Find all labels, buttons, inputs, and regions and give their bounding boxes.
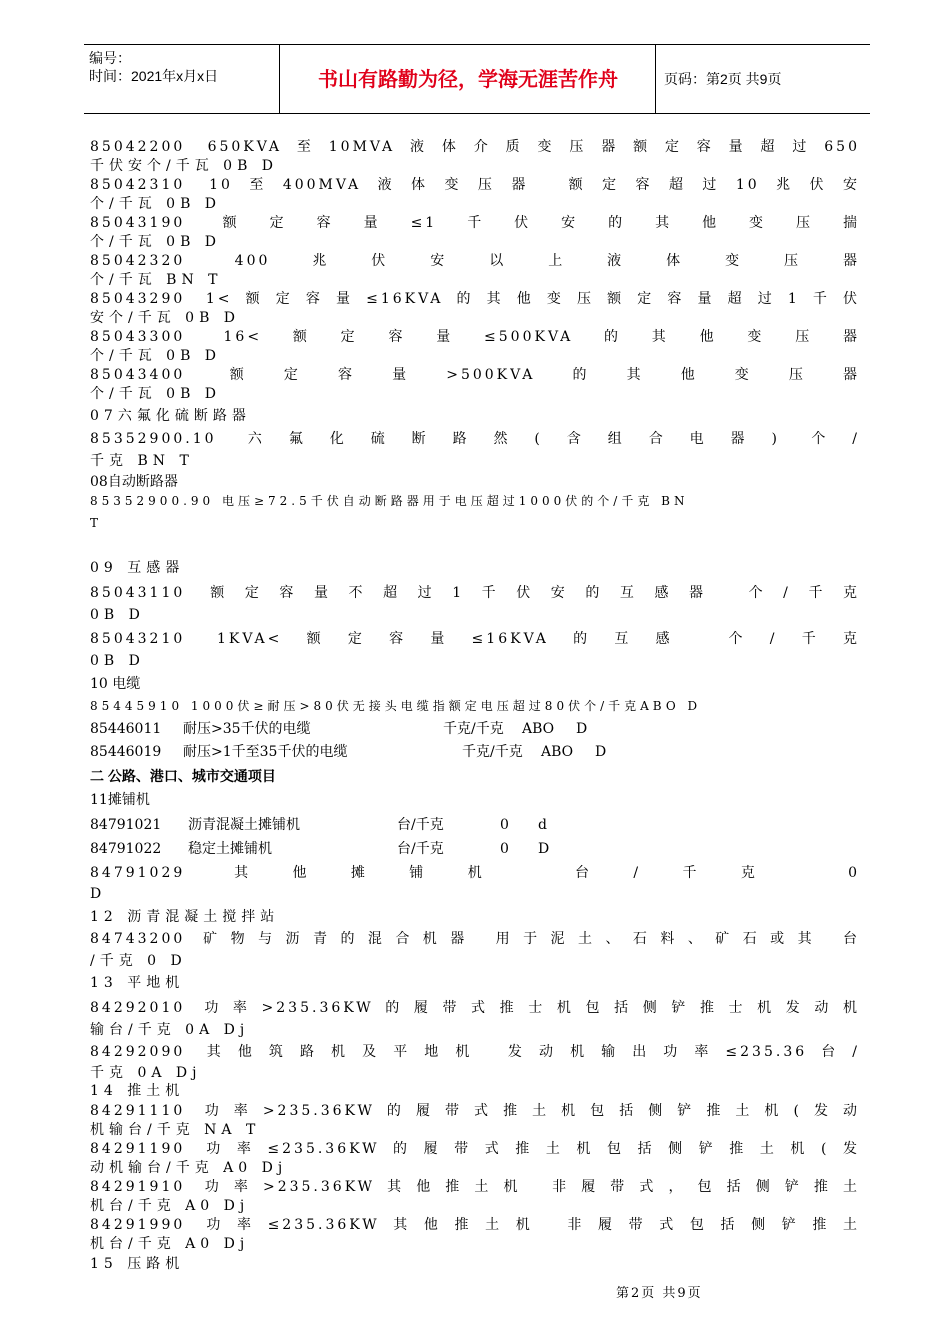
text-line: 机台/千克 A0 Dj [90,1198,250,1214]
text-line: /千克 0 D [90,953,187,969]
row-code: 85446011 [90,721,162,737]
text-line: 机输台/千克 NA T [90,1122,261,1138]
row-code: 84791022 [90,841,162,857]
number-label: 编号： [89,50,131,66]
text-line: 安个/千瓦 0B D [90,310,241,326]
text-line: D [90,886,107,902]
text-line: 个/千瓦 BN T [90,272,223,288]
section-heading: 12 沥青混凝土搅拌站 [90,909,280,925]
row-desc: 稳定土摊铺机 [188,841,272,857]
row-code: 85446019 [90,744,162,760]
text-line: 84791029 其他摊铺机 台/千克 0 [90,865,860,881]
row-col-b: D [576,721,588,737]
row-col-b: D [595,744,607,760]
text-line: 千克 0A Dj [90,1065,202,1081]
row-unit: 台/千克 [397,817,444,833]
section-heading: 09 互感器 [90,560,185,576]
text-line: 85043210 1KVA<额定容量≤16KVA的互感 个/千克 [90,631,860,647]
row-code: 84791021 [90,817,162,833]
time-label: 时间：2021年x月x日 [89,68,219,84]
row-desc: 沥青混凝土摊铺机 [188,817,300,833]
text-line: 个/千瓦 0B D [90,348,222,364]
row-unit: 千克/千克 [443,721,504,737]
text-line: 85042200 650KVA至10MVA液体介质变压器额定容量超过650 [90,139,860,155]
text-line: 动机输台/千克 A0 Dj [90,1160,288,1176]
text-line: 84291910 功率>235.36KW其他推土机 非履带式，包括侧铲推土 [90,1179,860,1195]
section-heading: 13 平地机 [90,975,185,991]
row-desc: 耐压>35千伏的电缆 [183,721,311,737]
text-line: 85042310 10至400MVA液体变压器 额定容超过10兆伏安 [90,177,860,193]
section-heading: 11摊铺机 [90,792,150,808]
section-heading: 14 推土机 [90,1083,185,1099]
text-line: 85043290 1<额定容量≤16KVA的其他变压额定容量超过1千伏 [90,291,860,307]
section-heading: 15 压路机 [90,1256,185,1272]
row-col-b: d [538,817,547,833]
header-page-number: 页码：第2页 共9页 [664,71,782,87]
text-line: 85352900.90 电压≥72.5千伏自动断路器用于电压超过1000伏的个/千克 BN [90,494,689,508]
text-line: 84743200 矿物与沥青的混合机器 用于泥土、石料、矿石或其 台 [90,931,860,947]
text-line: 85043300 16<额定容量≤500KVA的其他变压器 [90,329,860,345]
text-line: 0B D [90,607,145,623]
text-line: 输台/千克 0A Dj [90,1022,250,1038]
text-line: 84291190 功率≤235.36KW的履带式推土机包括侧铲推土机(发 [90,1141,860,1157]
text-line: 85445910 1000伏≥耐压>80伏无接头电缆指额定电压超过80伏个/千克ABO D [90,699,702,713]
page-footer: 第2页 共9页 [616,1286,703,1301]
text-line: 0B D [90,653,145,669]
header-meta [84,45,280,113]
section-heading: 08自动断路器 [90,474,178,490]
row-col-b: D [538,841,550,857]
text-line: 84291990 功率≤235.36KW其他推土机 非履带式包括侧铲推土 [90,1217,860,1233]
section-heading: 二 公路、港口、城市交通项目 [90,768,276,784]
row-col-a: ABO [541,744,574,760]
row-col-a: 0 [500,817,509,833]
text-line: 84291110 功率>235.36KW的履带式推土机包括侧铲推土机(发动 [90,1103,860,1119]
row-col-a: ABO [522,721,555,737]
row-col-a: 0 [500,841,509,857]
row-unit: 台/千克 [397,841,444,857]
text-line: 84292090 其他筑路机及平地机 发动机输出功率≤235.36台/ [90,1044,860,1060]
section-heading: 07六氟化硫断路器 [90,408,251,424]
row-desc: 耐压>1千至35千伏的电缆 [183,744,348,760]
text-line: 个/千瓦 0B D [90,196,222,212]
text-line: 85043110 额定容量不超过1千伏安的互感器 个/千克 [90,585,860,601]
text-line: 85352900.10 六氟化硫断路然(含组合电器) 个/ [90,431,860,447]
header-motto: 书山有路勤为径，学海无涯苦作舟 [281,45,656,113]
text-line: 85043400 额定容量>500KVA的其他变压器 [90,367,860,383]
text-line: 机台/千克 A0 Dj [90,1236,250,1252]
text-line: 个/千瓦 0B D [90,234,222,250]
text-line: 千克 BN T [90,453,194,469]
text-line: 85042320 400兆伏安以上液体变压器 [90,253,860,269]
text-line: 个/千瓦 0B D [90,386,222,402]
page-header [84,44,870,114]
text-line: T [90,516,103,530]
section-heading: 10 电缆 [90,676,141,692]
text-line: 千伏安个/千瓦 0B D [90,158,279,174]
text-line: 84292010 功率>235.36KW的履带式推士机包括侧铲推士机发动机 [90,1000,860,1016]
row-unit: 千克/千克 [462,744,523,760]
text-line: 85043190 额定容量≤1千伏安的其他变压揣 [90,215,860,231]
